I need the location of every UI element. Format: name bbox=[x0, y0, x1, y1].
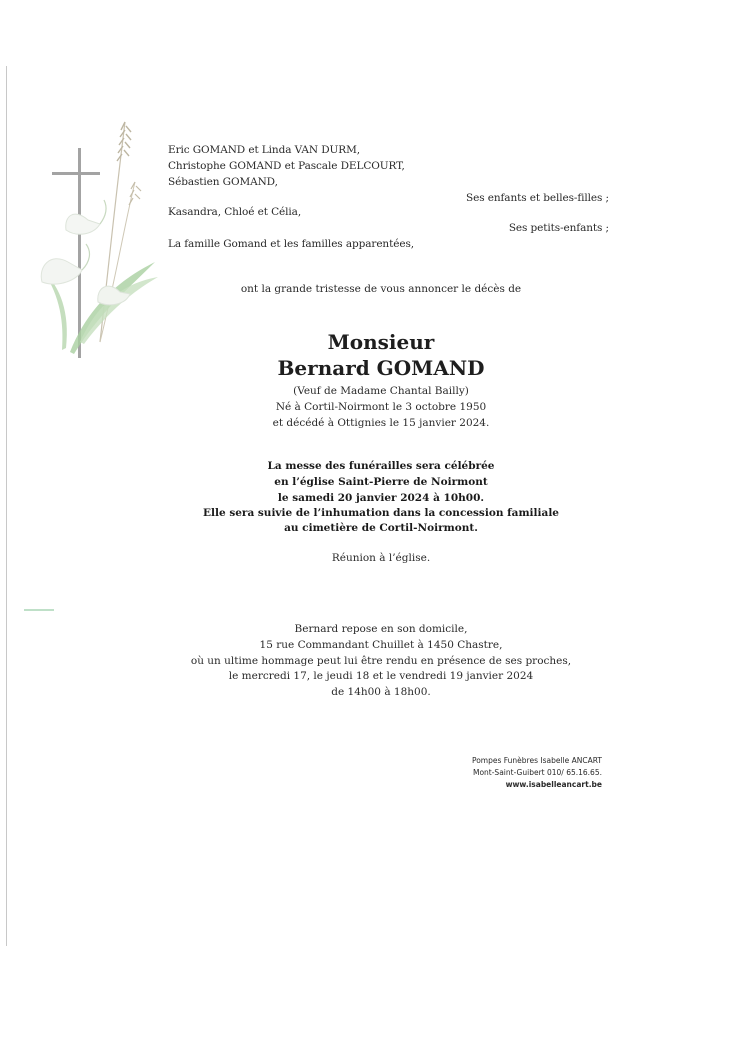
funeral-line-4: Elle sera suivie de l’inhumation dans la concession familiale bbox=[203, 507, 559, 519]
children-role: Ses enfants et belles-filles ; bbox=[466, 192, 609, 204]
deceased-name: Bernard GOMAND bbox=[277, 356, 485, 380]
funeral-home-phone: Mont-Saint-Guibert 010/ 65.16.65. bbox=[472, 768, 602, 777]
grandchildren-line: Kasandra, Chloé et Célia, bbox=[168, 206, 302, 218]
funeral-line-1: La messe des funérailles sera célébrée bbox=[267, 460, 495, 472]
funeral-home-website[interactable]: www.isabelleancart.be bbox=[505, 780, 602, 789]
children-line-2: Christophe GOMAND et Pascale DELCOURT, bbox=[168, 160, 405, 172]
funeral-line-5: au cimetière de Cortil-Noirmont. bbox=[284, 522, 478, 534]
scan-edge-line bbox=[6, 66, 7, 946]
visitation-line-5: de 14h00 à 18h00. bbox=[331, 686, 431, 698]
visitation-line-1: Bernard repose en son domicile, bbox=[294, 623, 468, 635]
cross-with-lilies-and-wheat-icon bbox=[30, 112, 160, 362]
death-line: et décédé à Ottignies le 15 janvier 2024. bbox=[272, 417, 490, 429]
visitation-line-4: le mercredi 17, le jeudi 18 et le vendredi 19 janvier 2024 bbox=[228, 670, 534, 682]
deceased-title: Monsieur bbox=[327, 330, 435, 354]
visitation-line-3: où un ultime hommage peut lui être rendu en présence de ses proches, bbox=[190, 655, 572, 667]
meeting-line: Réunion à l’église. bbox=[331, 552, 431, 564]
extended-family-line: La famille Gomand et les familles apparentées, bbox=[168, 238, 414, 250]
grandchildren-role: Ses petits-enfants ; bbox=[508, 222, 609, 234]
visitation-line-2: 15 rue Commandant Chuillet à 1450 Chastre, bbox=[259, 639, 503, 651]
funeral-line-3: le samedi 20 janvier 2024 à 10h00. bbox=[277, 492, 485, 504]
children-line-3: Sébastien GOMAND, bbox=[168, 176, 278, 188]
funeral-home-name: Pompes Funèbres Isabelle ANCART bbox=[471, 756, 602, 765]
funeral-line-2: en l’église Saint-Pierre de Noirmont bbox=[274, 476, 488, 488]
announcement-text: ont la grande tristesse de vous annoncer le décès de bbox=[240, 283, 522, 295]
widower-line: (Veuf de Madame Chantal Bailly) bbox=[293, 385, 469, 397]
birth-line: Né à Cortil-Noirmont le 3 octobre 1950 bbox=[275, 401, 487, 413]
funeral-home-block bbox=[472, 755, 602, 791]
margin-mark bbox=[24, 609, 54, 611]
children-line-1: Eric GOMAND et Linda VAN DURM, bbox=[168, 144, 360, 156]
